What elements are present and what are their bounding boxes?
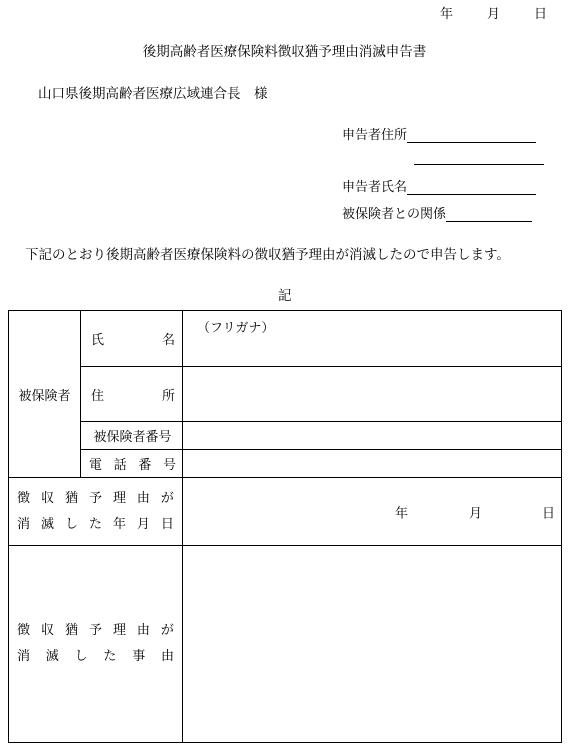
document-title: 後期高齢者医療保険料徴収猶予理由消滅申告書 [142,44,427,60]
insured-label: 被保険者 [9,311,81,478]
reason-field[interactable] [183,546,562,743]
day-label: 日 [533,7,547,22]
year-label: 年 [439,7,453,22]
address-field[interactable] [183,367,562,422]
relation-field[interactable] [446,207,532,222]
reason-row-label: 徴 収 猶 予 理 由 が 消 滅 し た 事 由 [9,546,183,743]
declaration-statement: 下記のとおり後期高齢者医療保険料の徴収猶予理由が消滅したので申告します。 [25,247,510,263]
address-label-cell: 住 所 [81,367,183,422]
date-field[interactable] [183,478,562,546]
date-year-label: 年 [395,506,409,521]
applicant-name-label: 申告者氏名 [342,180,408,195]
declaration-table [8,310,562,743]
relation-label: 被保険者との関係 [342,207,447,222]
table-row [9,546,562,743]
month-label: 月 [486,7,500,22]
name-label-cell: 氏 名 [81,311,183,367]
name-field[interactable] [183,311,562,367]
addressee: 山口県後期高齢者医療広域連合長 様 [38,86,268,102]
applicant-address-row [342,124,536,143]
date-month-label: 月 [469,506,483,521]
applicant-address-field[interactable] [407,128,536,143]
submission-date [440,3,547,22]
furigana-label: （フリガナ） [197,321,275,336]
date-row-label: 徴 収 猶 予 理 由 が 消 滅 し た 年 月 日 [9,478,183,546]
table-row [9,478,562,546]
phone-label: 電 話 番 号 [81,450,183,478]
applicant-name-field[interactable] [407,180,536,195]
table-row [9,422,562,450]
insured-number-label: 被保険者番号 [81,422,183,450]
table-row [9,367,562,422]
applicant-name-row [342,176,536,195]
table-row [9,450,562,478]
insured-number-field[interactable] [183,422,562,450]
applicant-address-field-line2[interactable] [414,164,544,165]
date-day-label: 日 [542,506,556,521]
phone-field[interactable] [183,450,562,478]
relation-row [342,203,532,222]
ki-heading: 記 [278,288,292,304]
table-row [9,311,562,367]
applicant-address-label: 申告者住所 [342,128,408,143]
